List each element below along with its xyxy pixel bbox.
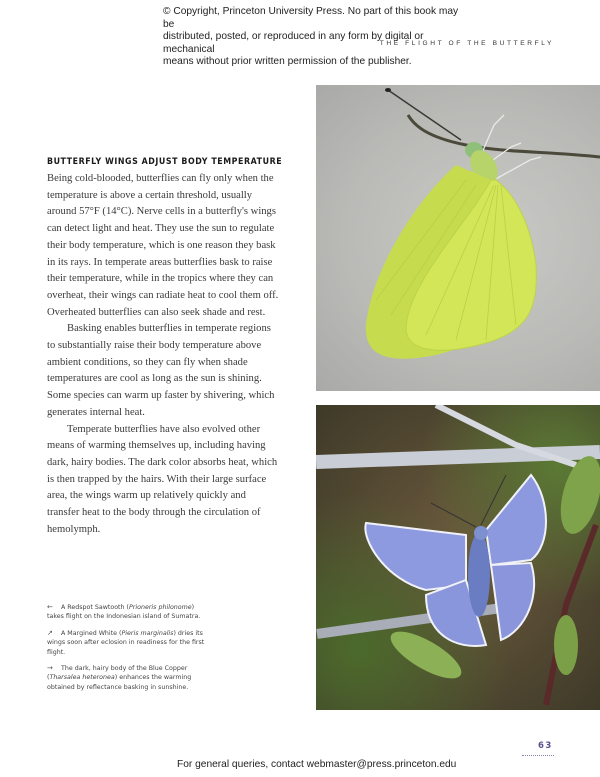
photo-blue-copper <box>316 405 600 710</box>
page-number-rule <box>522 755 554 756</box>
copyright-notice <box>163 6 463 69</box>
arrow-left-icon: ← <box>47 603 53 611</box>
running-head: THE FLIGHT OF THE BUTTERFLY <box>379 40 554 47</box>
copyright-line: distributed, posted, or reproduced in any form by digital or mechanical <box>163 31 424 55</box>
page-number: 63 <box>538 741 553 751</box>
caption-blue-copper: → The dark, hairy body of the Blue Copper (Tharsalea heteronea) enhances the warming obtained by reflectance basking in sunshine. <box>47 664 192 691</box>
butterfly-illustration <box>316 405 600 710</box>
paragraph: Basking enables butterflies in temperate regions to substantially raise their body temperature above ambient conditions, so they can fly when shade temperatures are cool as long as the sun is shining. Some species can warm up faster by shivering, which generates internal heat. <box>47 323 275 418</box>
paragraph: Being cold-blooded, butterflies can fly only when the temperature is above a certain threshold, usually around 57°F (14°C). Nerve cells in a butterfly's wings can detect light and heat. They use the sun to regulate their body temperature, which is one reason they bask in its rays. In temperate areas butterflies bask to raise their temperature, while in the tropics where they can overheat, their wings can radiate heat to cool them off. Overheated butterflies can also seek shade and rest. <box>47 173 279 318</box>
section-heading: BUTTERFLY WINGS ADJUST BODY TEMPERATURE <box>47 157 283 167</box>
copyright-line: means without prior written permission of the publisher. <box>163 56 412 68</box>
caption-margined-white: ↗ A Margined White (Pieris marginalis) dries its wings soon after eclosion in readiness for the first flight. <box>47 628 205 656</box>
species-name: Prioneris philonome <box>128 604 192 611</box>
caption-redspot-sawtooth: ← A Redspot Sawtooth (Prioneris philonome) takes flight on the Indonesian island of Sumatra. <box>47 603 201 621</box>
photo-captions <box>47 603 207 699</box>
species-name: Tharsalea heteronea <box>49 674 115 682</box>
body-text <box>47 171 279 538</box>
photo-margined-white <box>316 85 600 391</box>
copyright-line: © Copyright, Princeton University Press. No part of this book may be <box>163 6 459 30</box>
butterfly-illustration <box>316 85 600 391</box>
arrow-right-icon: → <box>47 664 53 673</box>
arrow-up-right-icon: ↗ <box>47 628 53 637</box>
footer-contact: For general queries, contact webmaster@press.princeton.edu <box>177 759 457 770</box>
paragraph: Temperate butterflies have also evolved other means of warming themselves up, including having dark, hairy bodies. The dark color absorbs heat, which is then trapped by the hairs. With their large surface area, the wings warm up relatively quickly and transfer heat to the body through the circulation of hemolymph. <box>47 423 278 535</box>
species-name: Pieris marginalis <box>121 629 174 637</box>
